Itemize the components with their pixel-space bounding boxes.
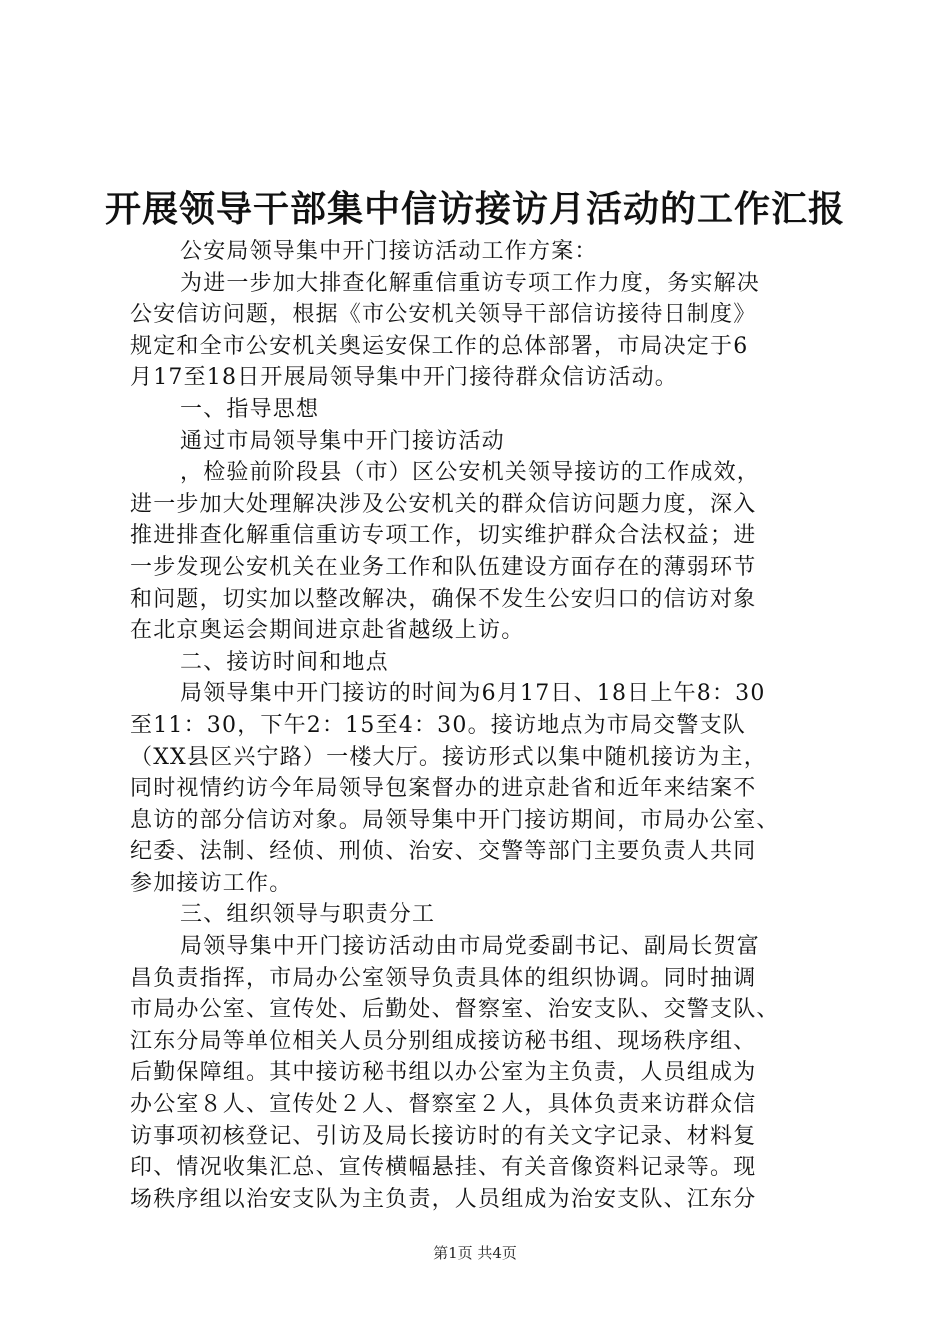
body-line: 办公室８人、宣传处２人、督察室２人，具体负责来访群众信 [130,1092,757,1118]
body-line: 至11：30，下午2：15至4：30。接访地点为市局交警支队 [130,712,746,738]
body-line: 息访的部分信访对象。局领导集中开门接访期间，市局办公室、 [130,807,780,833]
body-line: 印、情况收集汇总、宣传横幅悬挂、有关音像资料记录等。现 [130,1155,757,1181]
body-line: 进一步加大处理解决涉及公安机关的群众信访问题力度，深入 [130,491,757,517]
body-line: 二、接访时间和地点 [180,649,389,675]
body-line: 市局办公室、宣传处、后勤处、督察室、治安支队、交警支队、 [130,997,780,1023]
body-line: 通过市局领导集中开门接访活动 [180,428,505,454]
body-line: 月17至18日开展局领导集中开门接待群众信访活动。 [130,365,678,391]
body-line: 纪委、法制、经侦、刑侦、治安、交警等部门主要负责人共同 [130,839,757,865]
body-line: 局领导集中开门接访活动由市局党委副书记、副局长贺富 [180,934,761,960]
body-line: 局领导集中开门接访的时间为6月17日、18日上午8：30 [180,681,766,707]
body-line: 昌负责指挥，市局办公室领导负责具体的组织协调。同时抽调 [130,965,757,991]
document-body [130,236,830,1215]
body-line: 公安信访问题，根据《市公安机关领导干部信访接待日制度》 [130,302,757,328]
page-footer: 第1页 共4页 [433,1244,517,1262]
body-line: 参加接访工作。 [130,870,293,896]
body-line: 推进排查化解重信重访专项工作，切实维护群众合法权益；进 [130,523,757,549]
body-line: ，检验前阶段县（市）区公安机关领导接访的工作成效， [180,460,761,486]
body-line: 一、指导思想 [180,396,320,422]
body-line: 为进一步加大排查化解重信重访专项工作力度，务实解决 [180,270,761,296]
body-line: 江东分局等单位相关人员分别组成接访秘书组、现场秩序组、 [130,1028,757,1054]
body-line: 同时视情约访今年局领导包案督办的进京赴省和近年来结案不 [130,776,757,802]
body-line: （XX县区兴宁路）一楼大厅。接访形式以集中随机接访为主， [130,744,767,770]
body-line: 公安局领导集中开门接访活动工作方案： [180,239,598,264]
body-line: 一步发现公安机关在业务工作和队伍建设方面存在的薄弱环节 [130,554,757,580]
body-line: 规定和全市公安机关奥运安保工作的总体部署，市局决定于6 [130,333,749,359]
body-line: 三、组织领导与职责分工 [180,902,436,928]
body-line: 场秩序组以治安支队为主负责，人员组成为治安支队、江东分 [130,1186,757,1212]
body-line: 和问题，切实加以整改解决，确保不发生公安归口的信访对象 [130,586,757,612]
body-line: 在北京奥运会期间进京赴省越级上访。 [130,618,525,644]
body-line: 访事项初核登记、引访及局长接访时的有关文字记录、材料复 [130,1123,757,1149]
body-line: 后勤保障组。其中接访秘书组以办公室为主负责，人员组成为 [130,1060,757,1086]
document-title: 开展领导干部集中信访接访月活动的工作汇报 [104,189,845,230]
